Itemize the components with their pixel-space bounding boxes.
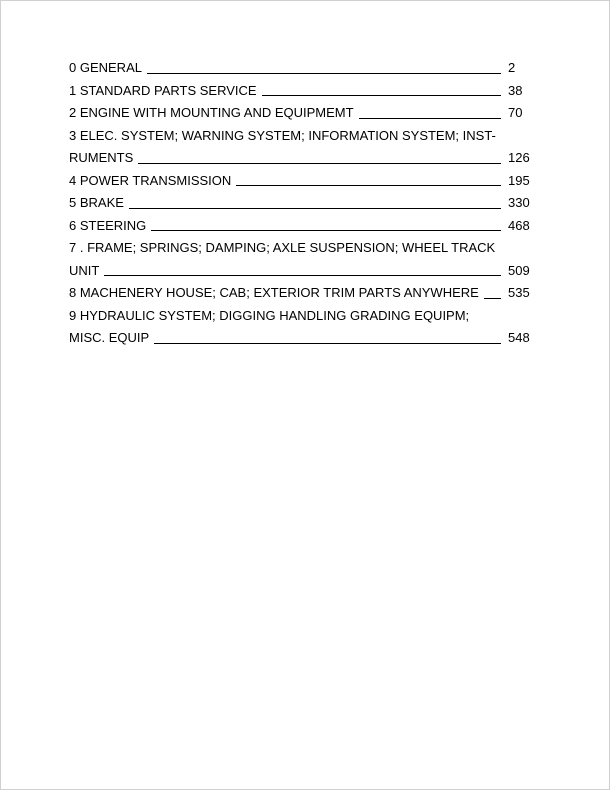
toc-leader-line [484, 298, 501, 299]
toc-entry-title-line1: 7 . FRAME; SPRINGS; DAMPING; AXLE SUSPENSION; WHEEL TRACK [69, 240, 496, 255]
toc-leader-line [104, 275, 501, 276]
toc-leader-line [147, 73, 501, 74]
toc-entry-title: 1 STANDARD PARTS SERVICE [69, 82, 257, 98]
toc-entry-engine[interactable] [69, 102, 539, 125]
toc-entry-title: 2 ENGINE WITH MOUNTING AND EQUIPMEMT [69, 105, 354, 120]
toc-leader-line [262, 95, 501, 96]
toc-entry-title: 5 BRAKE [69, 195, 124, 210]
toc-page-number: 195 [508, 172, 530, 188]
toc-leader-line [359, 118, 501, 119]
toc-entry-title-line1: 3 ELEC. SYSTEM; WARNING SYSTEM; INFORMATION SYSTEM; INST- [69, 127, 496, 143]
toc-page-number: 2 [508, 60, 516, 75]
toc-entry-power-transmission[interactable] [69, 170, 539, 193]
toc-entry-title: RUMENTS [69, 150, 134, 165]
toc-entry-title: MISC. EQUIP [69, 330, 150, 345]
toc-entry-steering[interactable] [69, 215, 539, 238]
toc-entry-frame[interactable] [69, 237, 539, 282]
toc-page-number: 535 [508, 285, 530, 300]
toc-page-number: 548 [508, 330, 530, 345]
toc-entry-general[interactable] [69, 57, 539, 80]
toc-entry-hydraulic-system[interactable] [69, 305, 539, 350]
toc-page-number: 38 [508, 82, 523, 98]
table-of-contents [69, 57, 539, 350]
toc-entry-standard-parts-service[interactable] [69, 80, 539, 103]
toc-entry-electrical-system[interactable] [69, 125, 539, 170]
toc-entry-title-line1: 9 HYDRAULIC SYSTEM; DIGGING HANDLING GRADING EQUIPM; [69, 307, 470, 323]
toc-page-number: 509 [508, 262, 530, 278]
toc-leader-line [151, 230, 501, 231]
toc-leader-line [154, 343, 501, 344]
toc-entry-title: UNIT [69, 262, 100, 278]
toc-leader-line [129, 208, 501, 209]
toc-entry-title: 6 STEERING [69, 217, 147, 233]
toc-entry-machinery-house[interactable] [69, 282, 539, 305]
toc-page-number: 70 [508, 105, 523, 120]
toc-page-number: 126 [508, 150, 530, 165]
toc-entry-title: 0 GENERAL [69, 60, 142, 75]
toc-leader-line [138, 163, 501, 164]
toc-entry-title: 4 POWER TRANSMISSION [69, 172, 232, 188]
toc-page-number: 330 [508, 195, 530, 210]
toc-entry-title: 8 MACHENERY HOUSE; CAB; EXTERIOR TRIM PARTS ANYWHERE [69, 285, 479, 300]
toc-entry-brake[interactable] [69, 192, 539, 215]
toc-leader-line [236, 185, 501, 186]
toc-page-number: 468 [508, 217, 530, 233]
